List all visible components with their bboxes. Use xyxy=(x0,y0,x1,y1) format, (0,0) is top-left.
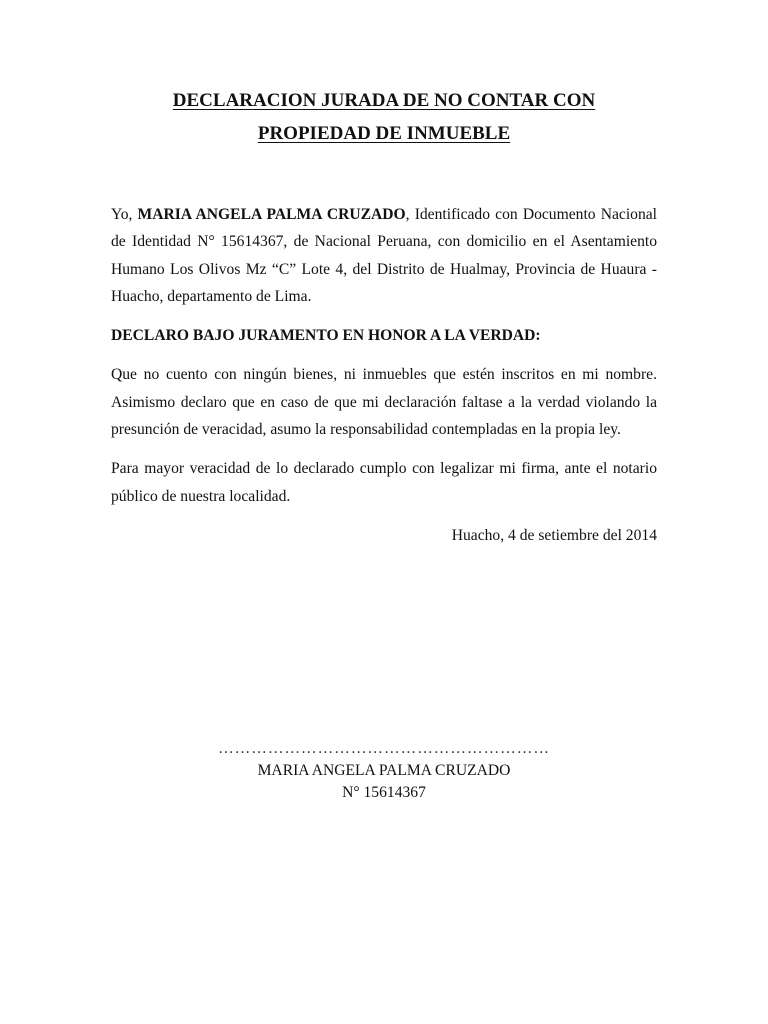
intro-text: Yo, xyxy=(111,206,138,223)
declarant-name: MARIA ANGELA PALMA CRUZADO xyxy=(137,206,406,223)
document-body xyxy=(111,201,657,549)
signature-block xyxy=(0,738,768,804)
declaration-heading: DECLARO BAJO JURAMENTO EN HONOR A LA VERDAD: xyxy=(111,327,541,345)
place-date: Huacho, 4 de setiembre del 2014 xyxy=(451,526,657,544)
title-line-2: PROPIEDAD DE INMUEBLE xyxy=(257,123,511,144)
title-line-1: DECLARACION JURADA DE NO CONTAR CON xyxy=(172,90,596,111)
signature-name: MARIA ANGELA PALMA CRUZADO xyxy=(257,762,511,779)
identification-text: , Identificado con Documento Nacional de Identidad N° 15614367, de Nacional Peruana, con domicilio en el Asentamiento Humano Los Olivos Mz “C” Lote 4, del Distrito de Hualmay, Provincia de Huaura - Huacho, departamento de Lima. xyxy=(111,206,657,305)
identification-paragraph xyxy=(111,201,657,310)
legalization-paragraph: Para mayor veracidad de lo declarado cumplo con legalizar mi firma, ante el notario público de nuestra localidad. xyxy=(111,460,657,505)
signature-line: …………………………………………………… xyxy=(218,740,550,757)
signature-dni: N° 15614367 xyxy=(342,784,426,801)
declaration-paragraph: Que no cuento con ningún bienes, ni inmuebles que estén inscritos en mi nombre. Asimismo declaro que en caso de que mi declaración faltase a la verdad violando la presunción de veracidad, asumo la responsabilidad contempladas en la propia ley. xyxy=(111,366,657,439)
document-title xyxy=(0,84,768,150)
